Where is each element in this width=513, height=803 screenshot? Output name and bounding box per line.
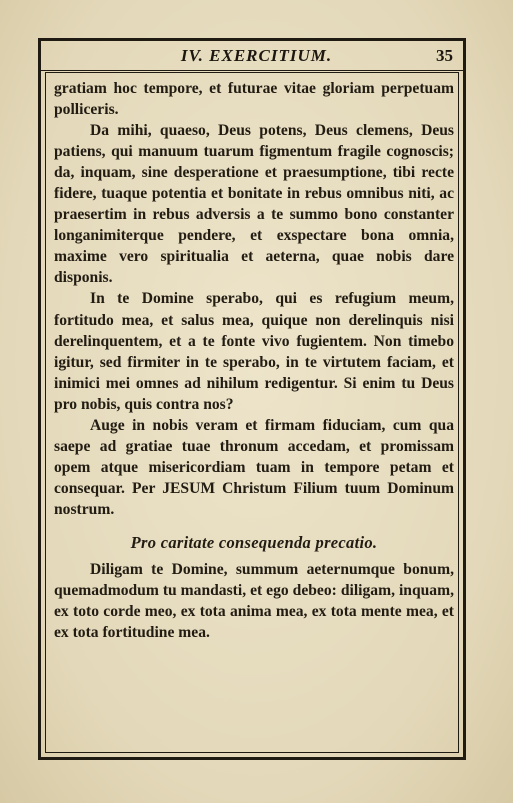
paragraph: In te Domine sperabo, qui es refugium meum, fortitudo mea, et salus mea, quique non derelinquis nisi derelinquentem, et a te fonte vivo fugientem. Non timebo igitur, sed firmiter in te sperabo, in te virtutem faciam, et inimici mei omnes ad nihilum redigentur. Si enim tu Deus pro nobis, quis contra nos? (54, 290, 454, 413)
page-number: 35 (436, 46, 453, 65)
header-rule (41, 70, 463, 71)
paragraph: Da mihi, quaeso, Deus potens, Deus clemens, Deus patiens, qui manuum tuarum figmentum fragile cognoscis; da, inquam, sine desperatione et praesumptione, tibi recte fidere, tuaque potentia et bonitate in rebus omnibus niti, ac praesertim in rebus adversis a te summo bono constanter longanimiterque pendere, et exspectare bona omnia, maxime vero spiritualia et aeterna, quae nobis dare disponis. (54, 122, 454, 287)
section-heading: Pro caritate consequenda precatio. (130, 532, 378, 552)
paragraph: Diligam te Domine, summum aeternumque bonum, quemadmodum tu mandasti, et ego debeo: diligam, inquam, ex toto corde meo, ex tota anima mea, ex tota mente mea, et ex tota fortitudine mea. (54, 561, 454, 642)
body-text (54, 78, 454, 643)
paragraph: Auge in nobis veram et firmam fiduciam, cum qua saepe ad gratiae tuae thronum accedam, et promissam opem atque misericordiam tuam in tempore petam et consequar. Per JESUM Christum Filium tuum Dominum nostrum. (54, 416, 454, 518)
paragraph: gratiam hoc tempore, et futurae vitae gloriam perpetuam polliceris. (54, 80, 454, 119)
running-head: IV. EXERCITIUM. (180, 46, 333, 65)
